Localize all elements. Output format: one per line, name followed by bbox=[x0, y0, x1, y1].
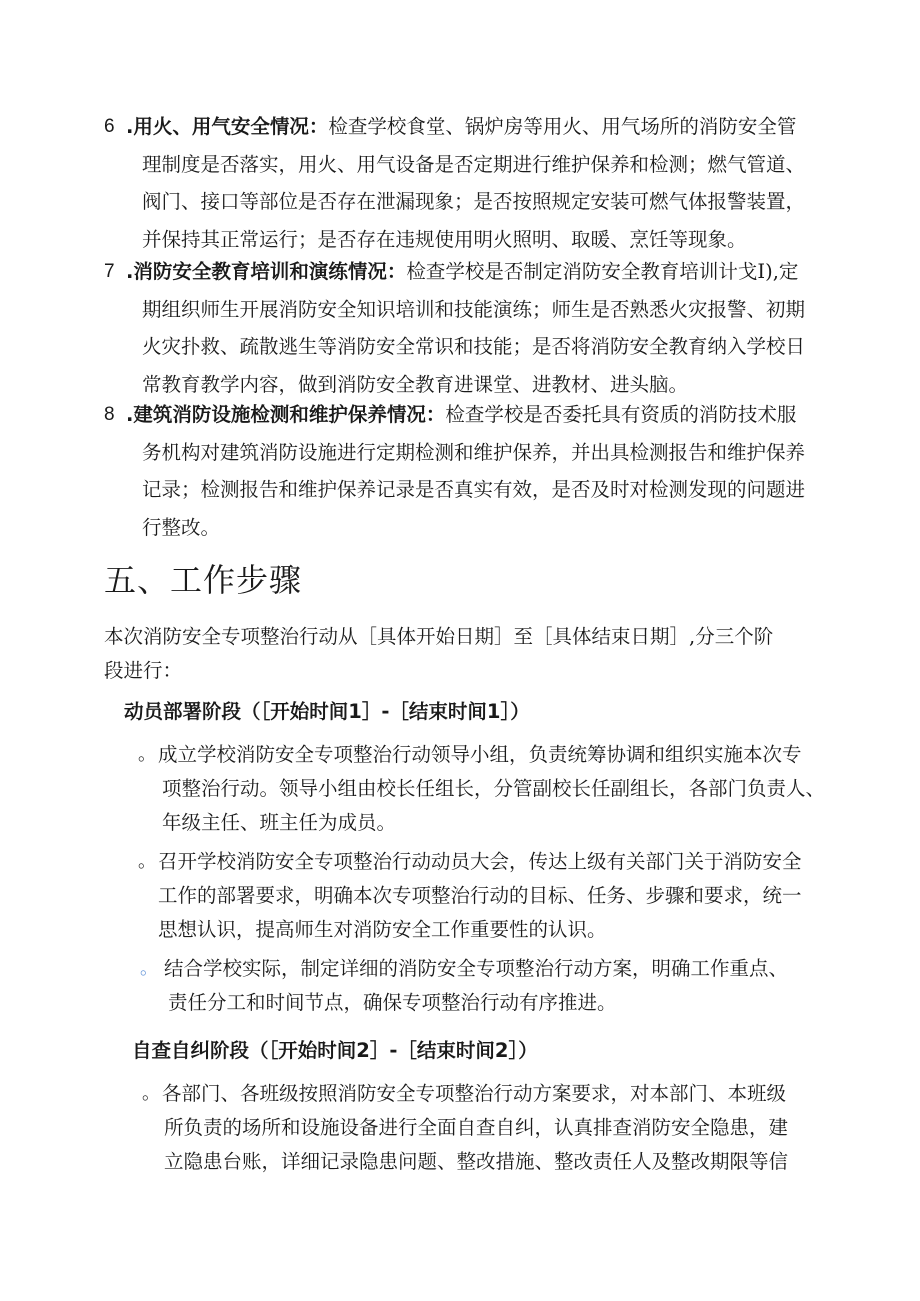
bullet-marker: 。 bbox=[142, 1083, 160, 1104]
check-item-6 bbox=[104, 108, 816, 258]
check-item-8 bbox=[104, 396, 816, 546]
bullet-item bbox=[142, 1077, 822, 1179]
item-line: 行整改。 bbox=[142, 515, 221, 539]
section-intro bbox=[104, 620, 816, 688]
item-line: 阀门、接口等部位是否存在泄漏现象；是否按照规定安装可燃气体报警装置， bbox=[142, 190, 806, 213]
bullet-line: 成立学校消防安全专项整治行动领导小组，负责统筹协调和组织实施本次专 bbox=[158, 743, 802, 766]
bullet-text bbox=[140, 952, 820, 1020]
item-title: .建筑消防设施检测和维护保养情况： bbox=[126, 403, 446, 426]
bullet-marker: 。 bbox=[138, 744, 156, 765]
item-body bbox=[104, 108, 816, 258]
item-line: 火灾扑救、疏散逃生等消防安全常识和技能；是否将消防安全教育纳入学校日 bbox=[142, 335, 806, 358]
item-body bbox=[104, 253, 816, 403]
item-line: 检查学校是否制定消防安全教育培训计戈I),定 bbox=[406, 260, 799, 283]
item-line: 期组织师生开展消防安全知识培训和技能演练；师生是否熟悉火灾报警、初期 bbox=[142, 297, 806, 321]
item-line: 检查学校食堂、锅炉房等用火、用气场所的消防安全管 bbox=[328, 115, 797, 138]
bullet-line: 思想认识，提高师生对消防安全工作重要性的认识。 bbox=[158, 918, 607, 941]
item-line: 务机构对建筑消防设施进行定期检测和维护保养，并出具检测报告和维护保养 bbox=[142, 440, 806, 464]
intro-line: 段进行： bbox=[104, 659, 183, 682]
bullet-marker: 。 bbox=[138, 851, 156, 872]
bullet-line: 立隐患台账，详细记录隐患问题、整改措施、整改责任人及整改期限等信 bbox=[164, 1150, 789, 1173]
bullet-line: 召开学校消防安全专项整治行动动员大会，传达上级有关部门关于消防安全 bbox=[158, 850, 802, 873]
bullet-marker: 。 bbox=[140, 958, 158, 979]
bullet-text bbox=[138, 738, 826, 840]
bullet-item bbox=[140, 952, 820, 1020]
section-heading: 五、工作步骤 bbox=[104, 561, 303, 599]
bullet-text bbox=[138, 845, 818, 947]
bullet-line: 结合学校实际，制定详细的消防安全专项整治行动方案，明确工作重点、 bbox=[164, 957, 789, 980]
bullet-item bbox=[138, 845, 818, 947]
item-line: 常教育教学内容，做到消防安全教育进课堂、进教材、进头脑。 bbox=[142, 372, 689, 396]
item-number: 8 bbox=[104, 404, 115, 425]
item-body bbox=[104, 396, 816, 546]
item-line: 检查学校是否委托具有资质的消防技术服 bbox=[445, 403, 797, 426]
item-line: 记录；检测报告和维护保养记录是否真实有效，是否及时对检测发现的问题进 bbox=[142, 478, 806, 501]
item-title: .消防安全教育培训和演练情况： bbox=[126, 260, 407, 283]
bullet-line: 工作的部署要求，明确本次专项整治行动的目标、任务、步骤和要求，统一 bbox=[158, 884, 802, 907]
bullet-line: 项整治行动。领导小组由校长任组长，分管副校长任副组长，各部门负责人、 bbox=[162, 777, 826, 800]
item-line: 理制度是否落实，用火、用气设备是否定期进行维护保养和检测；燃气管道、 bbox=[142, 152, 806, 176]
intro-line: 本次消防安全专项整治行动从［具体开始日期］至［具体结束日期］,分三个阶 bbox=[104, 625, 774, 648]
phase-title: 自查自纠阶段（［开始时间2］-［结束时间2］） bbox=[132, 1039, 538, 1062]
phase-title: 动员部署阶段（［开始时间1］-［结束时间1］） bbox=[124, 700, 530, 723]
item-line: 并保持其正常运行；是否存在违规使用明火照明、取暖、烹饪等现象。 bbox=[142, 227, 747, 251]
bullet-line: 责任分工和时间节点，确保专项整治行动有序推进。 bbox=[168, 991, 617, 1014]
bullet-line: 年级主任、班主任为成员。 bbox=[162, 811, 397, 834]
bullet-item bbox=[138, 738, 826, 840]
bullet-text bbox=[142, 1077, 822, 1179]
item-title: .用火、用气安全情况： bbox=[126, 115, 329, 138]
bullet-line: 所负责的场所和设施设备进行全面自查自纠，认真排查消防安全隐患，建 bbox=[164, 1116, 789, 1139]
bullet-line: 各部门、各班级按照消防安全专项整治行动方案要求，对本部门、本班级 bbox=[162, 1082, 787, 1105]
item-number: 7 bbox=[104, 261, 115, 282]
item-number: 6 bbox=[104, 116, 115, 137]
check-item-7 bbox=[104, 253, 816, 403]
